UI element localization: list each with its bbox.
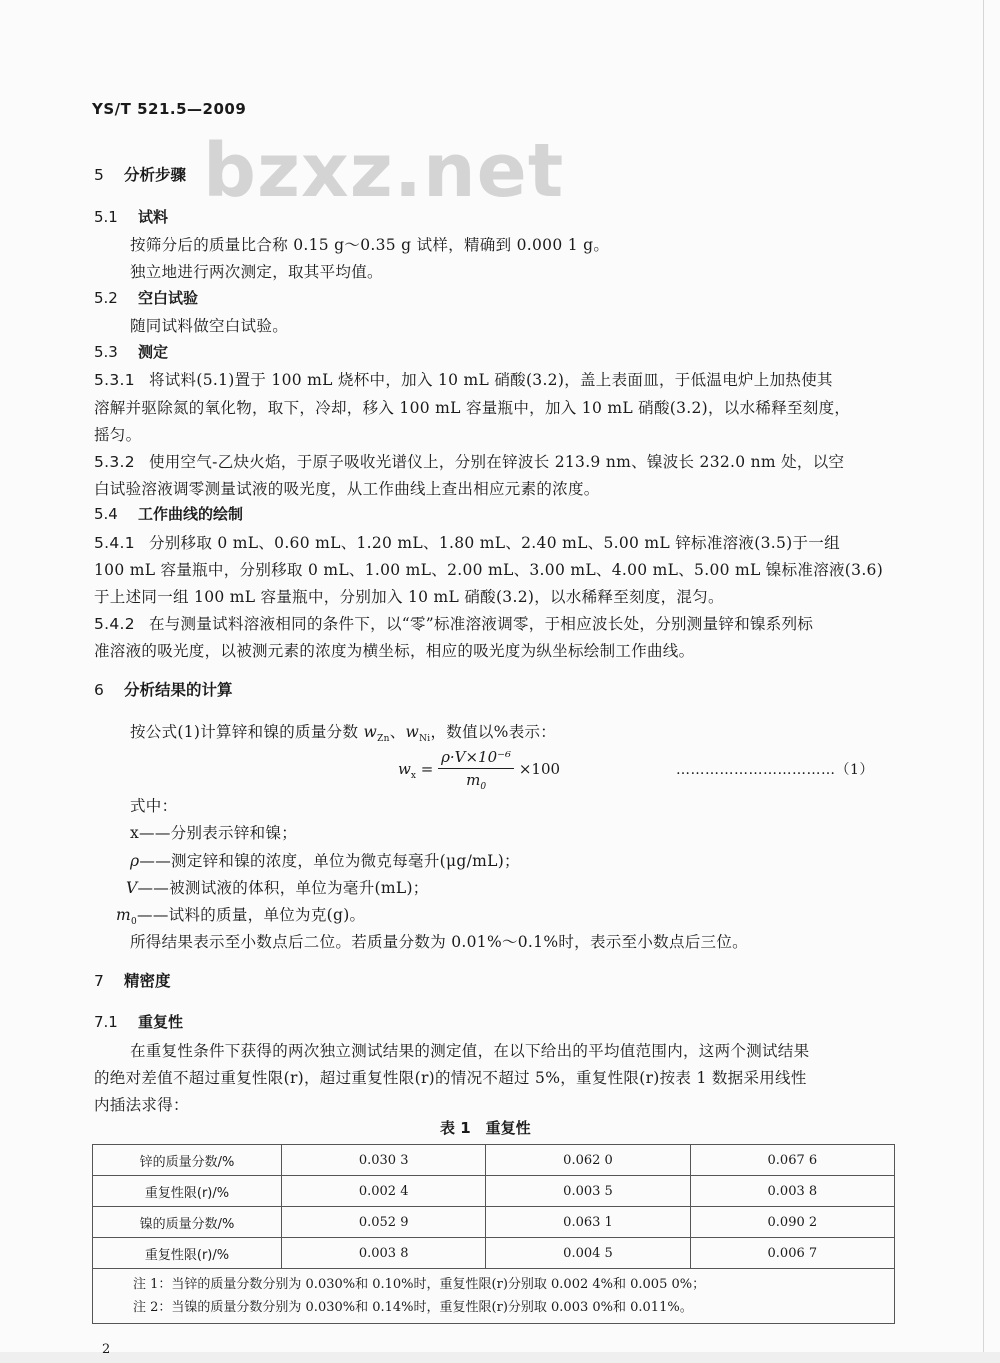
clause-5-4-2 [94,612,813,634]
table-cell: 0.063 1 [486,1207,690,1238]
table-notes-row [93,1269,895,1324]
section-5-1-heading [94,206,168,227]
row-header: 重复性限(r)/% [93,1238,282,1269]
section-5-4-heading [94,503,243,524]
section-number: 5.2 [94,289,118,307]
table-notes [93,1269,895,1324]
clause-number: 5.3.2 [94,453,135,471]
formula-1 [398,748,560,792]
table-cell: 0.030 3 [282,1145,486,1176]
equation-number: ……………………………（1） [676,762,874,778]
page-bottom-edge [0,1352,1000,1363]
table-cell: 0.006 7 [690,1238,894,1269]
section-7-heading [94,969,171,991]
definition-symbol: V [126,879,138,897]
paragraph-line: 内插法求得： [94,1096,189,1114]
denominator-symbol: m [466,771,481,789]
repeatability-table [92,1144,895,1324]
w-symbol: w [363,723,378,741]
watermark: bzxz.net [203,128,565,214]
definition-sub: 0 [131,917,138,928]
table-cell: 0.002 4 [282,1176,486,1207]
table-title: 表 1 重复性 [440,1119,531,1137]
denominator-sub: 0 [480,782,487,792]
document-code: YS/T 521.5—2009 [92,100,247,118]
paragraph-line: 的绝对差值不超过重复性限(r)，超过重复性限(r)的情况不超过 5%，重复性限(r)按表 1 数据采用线性 [94,1069,807,1087]
section-5-3-heading [94,341,168,362]
definition-dash: —— [139,824,171,842]
section-number: 7.1 [94,1013,118,1031]
section-number: 5.4 [94,505,118,523]
definition-dash: —— [139,852,172,870]
clause-number: 5.4.2 [94,615,135,633]
formula-denominator [438,769,514,792]
section-6-heading [94,678,233,700]
definition-rho [130,849,520,871]
section-title: 试料 [138,208,169,226]
definition-symbol: ρ [130,852,140,870]
table-row [93,1176,895,1207]
where-label: 式中： [130,797,178,815]
paragraph: 按筛分后的质量比合称 0.15 g～0.35 g 试样，精确到 0.000 1 g。 [130,236,610,254]
paragraph: 独立地进行两次测定，取其平均值。 [130,263,383,281]
section-number: 6 [94,681,104,699]
formula-lhs-sub: x [410,771,416,781]
definition-text: 分别表示锌和镍； [170,824,298,842]
paragraph-line: 在重复性条件下获得的两次独立测试结果的测定值，在以下给出的平均值范围内，这两个测试结果 [130,1042,810,1060]
clause-5-3-2 [94,450,844,472]
section-title: 测定 [138,343,169,361]
formula-fraction [438,748,514,792]
clause-text: 在与测量试料溶液相同的条件下，以“零”标准溶液调零，于相应波长处，分别测量锌和镍系列标 [148,615,814,633]
definition-symbol: m [116,906,131,924]
definition-text: 被测试液的体积，单位为毫升(mL)； [169,879,429,897]
definition-v [126,876,429,898]
definition-dash: —— [137,906,169,924]
page-number: 2 [102,1342,111,1357]
paragraph-line: 准溶液的吸光度，以被测元素的浓度为横坐标，相应的吸光度为纵坐标绘制工作曲线。 [94,642,695,660]
table-cell: 0.003 8 [690,1176,894,1207]
section-7-1-heading [94,1011,183,1032]
section-title: 分析步骤 [124,166,187,184]
clause-text: 分别移取 0 mL、0.60 mL、1.20 mL、1.80 mL、2.40 mL、5.00 mL 锌标准溶液(3.5)于一组 [148,534,840,552]
definition-dash: —— [137,879,170,897]
w-symbol: w [405,723,420,741]
result-note: 所得结果表示至小数点后二位。若质量分数为 0.01%～0.1%时，表示至小数点后三位。 [130,933,748,951]
section-title: 工作曲线的绘制 [138,505,244,523]
row-header: 重复性限(r)/% [93,1176,282,1207]
row-header: 锌的质量分数/% [93,1145,282,1176]
definition-symbol: x [130,824,140,842]
section-title: 分析结果的计算 [124,681,233,699]
paragraph-line: 白试验溶液调零测量试液的吸光度，从工作曲线上查出相应元素的浓度。 [94,480,600,498]
clause-text: 将试料(5.1)置于 100 mL 烧杯中，加入 10 mL 硝酸(3.2)，盖上表面皿，于低温电炉上加热使其 [148,371,833,389]
table-row [93,1145,895,1176]
table-cell: 0.052 9 [282,1207,486,1238]
table-cell: 0.003 5 [486,1176,690,1207]
table-cell: 0.067 6 [690,1145,894,1176]
page-edge [983,0,984,1363]
paragraph-line: 摇匀。 [94,426,142,444]
paragraph-line: 溶解并驱除氮的氧化物，取下，冷却，移入 100 mL 容量瓶中，加入 10 mL 硝酸(3.2)，以水稀释至刻度， [94,399,851,417]
table-note-1: 注 1：当锌的质量分数分别为 0.030%和 0.10%时，重复性限(r)分别取 0.002 4%和 0.005 0%； [133,1277,706,1292]
formula-lhs: w [398,760,411,778]
section-title: 空白试验 [138,289,199,307]
table-cell: 0.090 2 [690,1207,894,1238]
section-title: 精密度 [124,972,171,990]
clause-text: 使用空气-乙炔火焰，于原子吸收光谱仪上，分别在锌波长 213.9 nm、镍波长 232.0 nm 处，以空 [148,453,845,471]
section-5-heading [94,163,186,185]
section-number: 5 [94,166,104,184]
section-5-2-heading [94,287,198,308]
table-row [93,1238,895,1269]
paragraph-line: 100 mL 容量瓶中，分别移取 0 mL、1.00 mL、2.00 mL、3.00 mL、4.00 mL、5.00 mL 镍标准溶液(3.6) [94,561,884,579]
definition-x [130,821,297,843]
definition-text: 试料的质量，单位为克(g)。 [168,906,366,924]
paragraph-line: 于上述同一组 100 mL 容量瓶中，分别加入 10 mL 硝酸(3.2)，以水稀释至刻度，混匀。 [94,588,724,606]
table-row [93,1207,895,1238]
table-cell: 0.004 5 [486,1238,690,1269]
intro-text: 按公式(1)计算锌和镍的质量分数 [130,723,364,741]
formula-numerator: ρ·V×10⁻⁶ [438,748,514,769]
formula-intro [130,720,556,744]
row-header: 镍的质量分数/% [93,1207,282,1238]
clause-5-3-1 [94,368,833,390]
clause-number: 5.3.1 [94,371,135,389]
table-cell: 0.062 0 [486,1145,690,1176]
clause-number: 5.4.1 [94,534,135,552]
clause-5-4-1 [94,531,840,553]
section-number: 7 [94,972,104,990]
ni-subscript: Ni [419,734,431,745]
separator: 、 [389,723,406,741]
definition-text: 测定锌和镍的浓度，单位为微克每毫升(μg/mL)； [171,852,520,870]
paragraph: 随同试料做空白试验。 [130,317,289,335]
section-number: 5.1 [94,208,118,226]
zn-subscript: Zn [377,734,390,745]
section-number: 5.3 [94,343,118,361]
formula-tail: ×100 [518,760,561,778]
section-title: 重复性 [138,1013,184,1031]
definition-m0 [116,903,365,927]
formula-equals: = [420,760,434,778]
intro-text: ，数值以%表示： [430,723,557,741]
table-note-2: 注 2：当镍的质量分数分别为 0.030%和 0.14%时，重复性限(r)分别取 0.003 0%和 0.011%。 [133,1300,693,1315]
table-cell: 0.003 8 [282,1238,486,1269]
